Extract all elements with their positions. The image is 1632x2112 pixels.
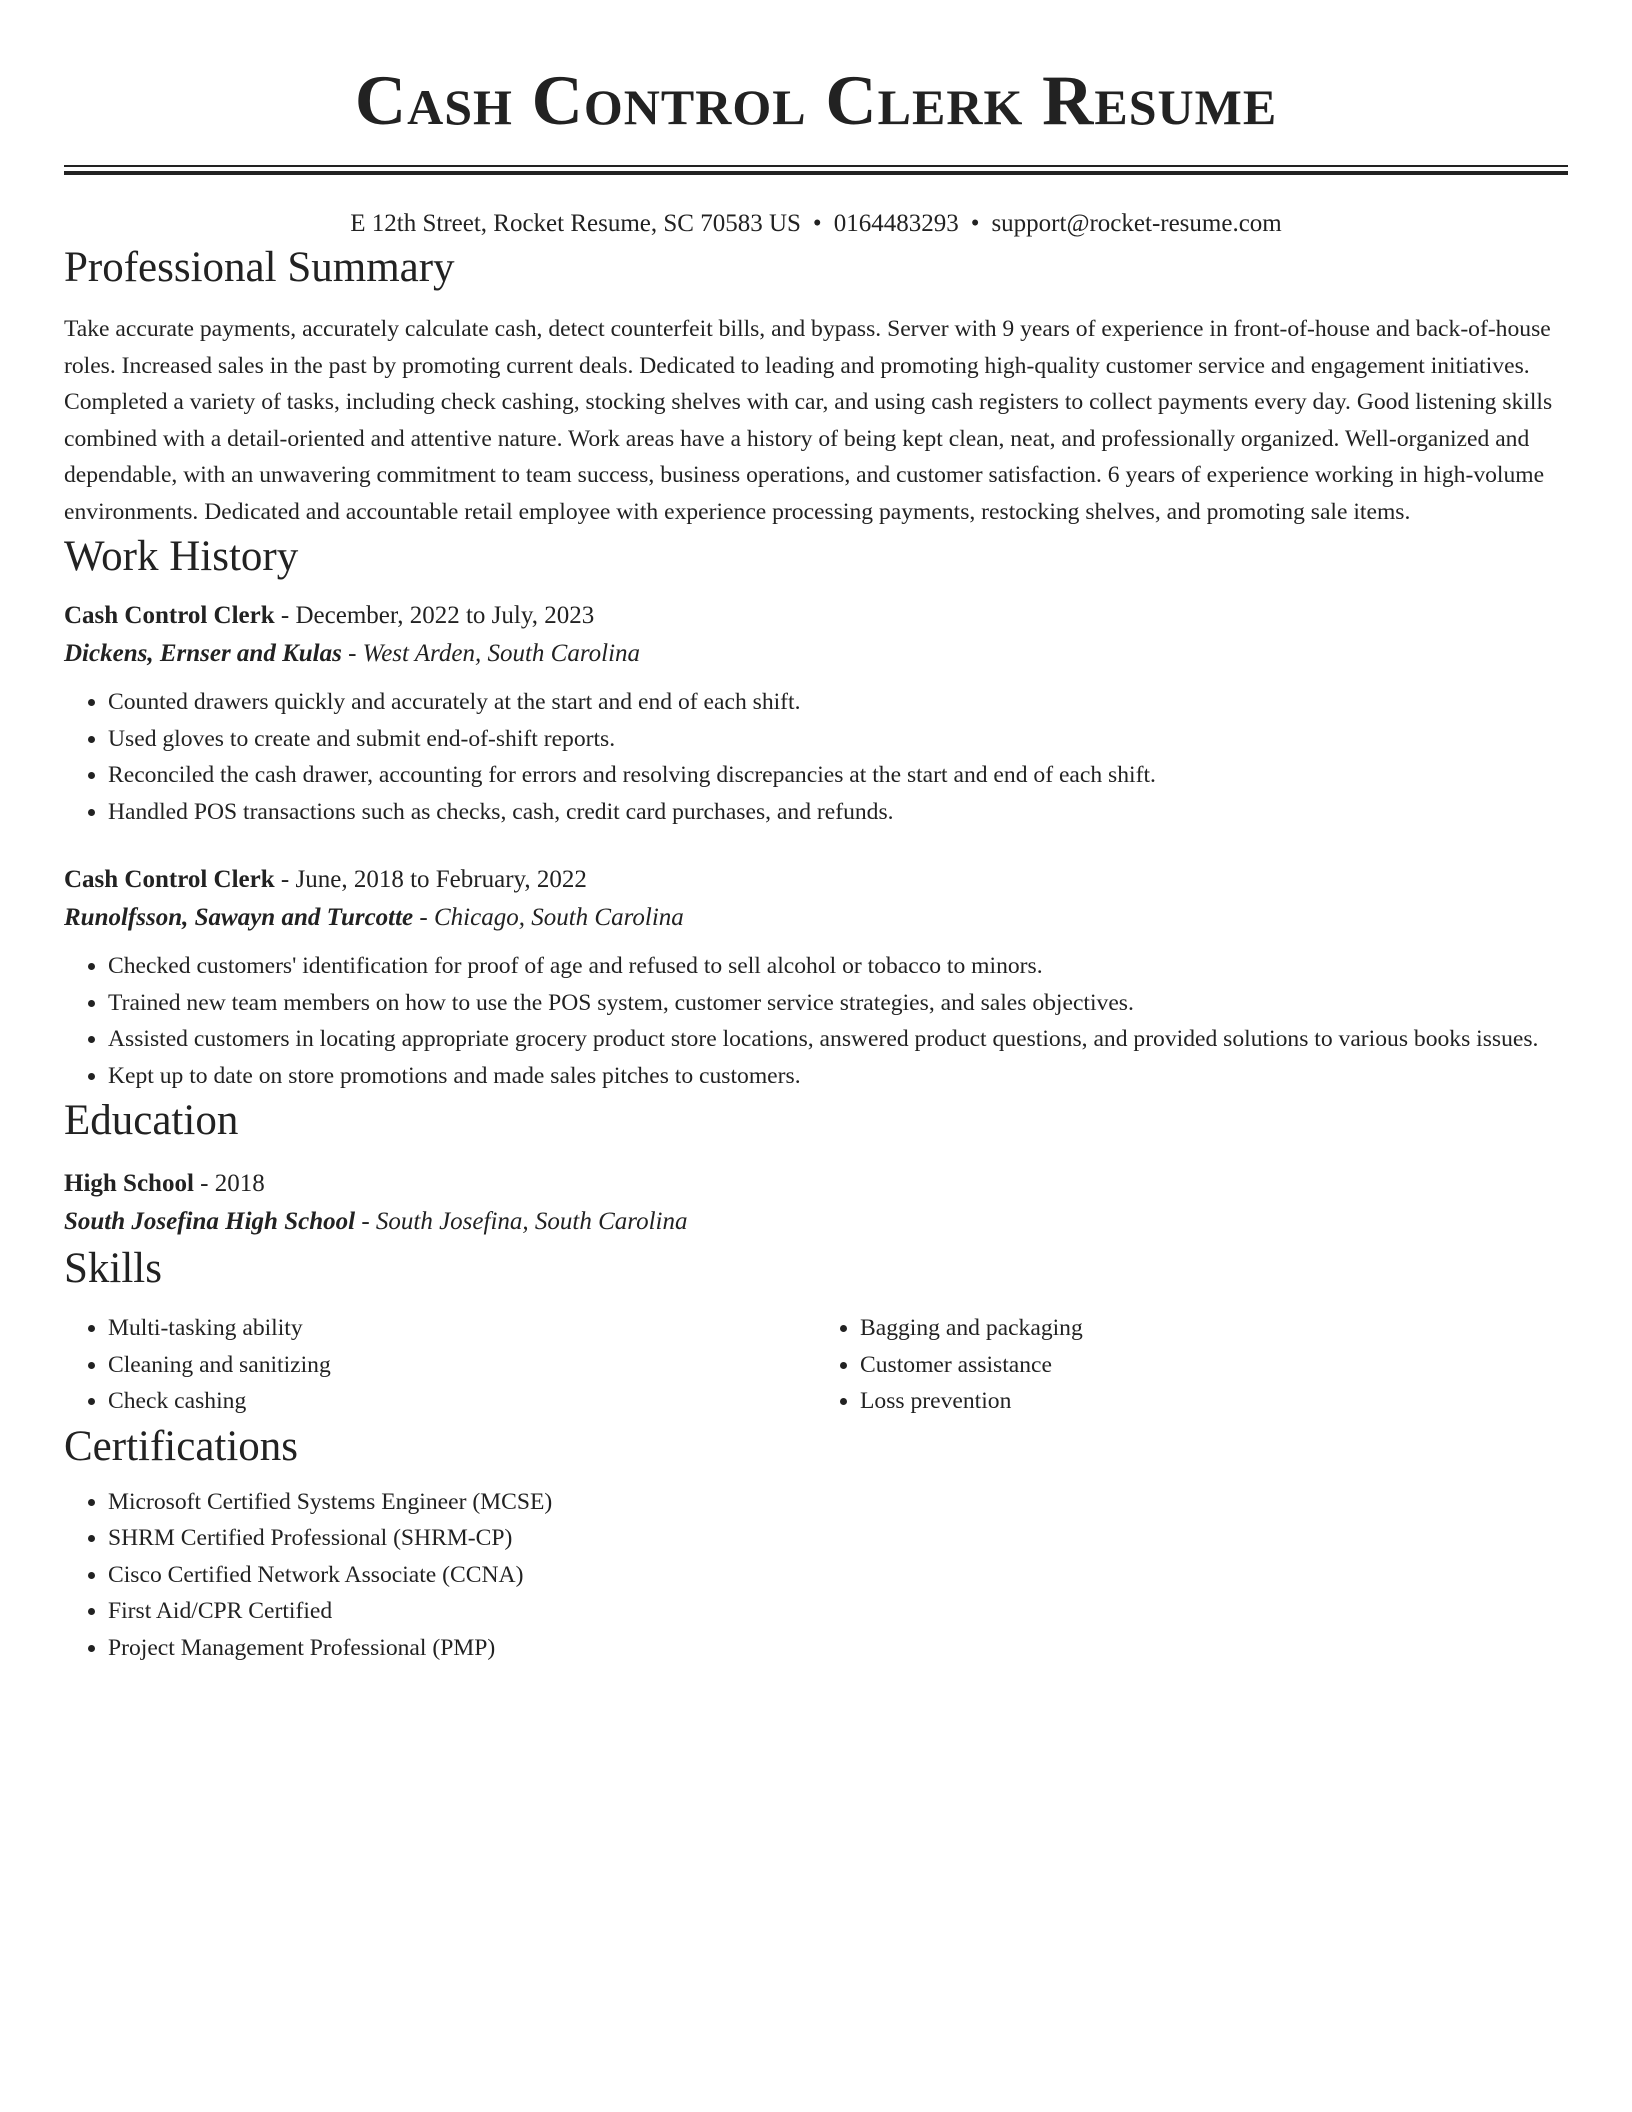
certifications-list: [64, 1484, 1568, 1667]
list-item: • Reconciled the cash drawer, accounting for errors and resolving discrepancies at the start and end of each shift.: [108, 757, 1568, 794]
skills-heading: Skills: [64, 1245, 162, 1292]
certification-item: • SHRM Certified Professional (SHRM-CP): [108, 1520, 1568, 1557]
degree: High School: [64, 1170, 194, 1197]
company-line: [64, 634, 1568, 674]
list-item: • Kept up to date on store promotions and made sales pitches to customers.: [108, 1058, 1568, 1095]
skills-list-right: [816, 1310, 1568, 1420]
contact-email: support@rocket-resume.com: [991, 210, 1282, 237]
company-location: - Chicago, South Carolina: [413, 904, 684, 931]
certification-item: • Cisco Certified Network Associate (CCNA): [108, 1557, 1568, 1594]
education-heading: Education: [64, 1097, 239, 1144]
skill-item: • Customer assistance: [860, 1347, 1568, 1384]
summary-heading: Professional Summary: [64, 244, 455, 291]
job-duties: [64, 948, 1568, 1094]
job-title-line: [64, 862, 1568, 898]
company-name: Runolfsson, Sawayn and Turcotte: [64, 904, 414, 931]
certification-item: • Project Management Professional (PMP): [108, 1630, 1568, 1667]
skills-grid: [64, 1310, 1568, 1420]
certification-item: • First Aid/CPR Certified: [108, 1593, 1568, 1630]
job-duties: [64, 684, 1568, 830]
company-location: - West Arden, South Carolina: [341, 640, 641, 667]
contact-line: [64, 207, 1568, 241]
skill-item: • Cleaning and sanitizing: [108, 1347, 816, 1384]
company-line: [64, 898, 1568, 938]
degree-line: [64, 1166, 1568, 1202]
education-entry: [64, 1166, 1568, 1242]
school-name: South Josefina High School: [64, 1208, 356, 1235]
contact-phone: 0164483293: [833, 210, 959, 237]
title-divider: [64, 165, 1568, 175]
job-title: Cash Control Clerk: [64, 866, 275, 893]
job-title: Cash Control Clerk: [64, 602, 275, 629]
company-name: Dickens, Ernser and Kulas: [64, 640, 342, 667]
skill-item: • Loss prevention: [860, 1383, 1568, 1420]
school-line: [64, 1202, 1568, 1242]
contact-separator: •: [970, 210, 980, 237]
skill-item: • Bagging and packaging: [860, 1310, 1568, 1347]
list-item: • Counted drawers quickly and accurately at the start and end of each shift.: [108, 684, 1568, 721]
graduation-year: - 2018: [193, 1170, 265, 1197]
skills-list-left: [64, 1310, 816, 1420]
job-dates: - June, 2018 to February, 2022: [274, 866, 587, 893]
skill-item: • Multi-tasking ability: [108, 1310, 816, 1347]
summary-text: Take accurate payments, accurately calculate cash, detect counterfeit bills, and bypass. Server with 9 years of experience in front-of-house and back-of-house roles. Increased sales in the past by promoting current deals. Dedicated to leading and promoting high-quality customer service and engagement initiatives. Completed a variety of tasks, including check cashing, stocking shelves with car, and using cash registers to collect payments every day. Good listening skills combined with a detail-oriented and attentive nature. Work areas have a history of being kept clean, neat, and professionally organized. Well-organized and dependable, with an unwavering commitment to team success, business operations, and customer satisfaction. 6 years of experience working in high-volume environments. Dedicated and accountable retail employee with experience processing payments, restocking shelves, and promoting sale items.: [64, 316, 1553, 525]
contact-address: E 12th Street, Rocket Resume, SC 70583 US: [350, 210, 801, 237]
list-item: • Used gloves to create and submit end-of-shift reports.: [108, 721, 1568, 758]
job-dates: - December, 2022 to July, 2023: [274, 602, 595, 629]
list-item: • Checked customers' identification for proof of age and refused to sell alcohol or tobacco to minors.: [108, 948, 1568, 985]
certification-item: • Microsoft Certified Systems Engineer (MCSE): [108, 1484, 1568, 1521]
list-item: • Handled POS transactions such as checks, cash, credit card purchases, and refunds.: [108, 794, 1568, 831]
skill-item: • Check cashing: [108, 1383, 816, 1420]
list-item: • Assisted customers in locating appropriate grocery product store locations, answered product questions, and provided solutions to various books issues.: [108, 1021, 1568, 1058]
certifications-heading: Certifications: [64, 1422, 299, 1470]
work-history-heading: Work History: [64, 533, 299, 580]
list-item: • Trained new team members on how to use the POS system, customer service strategies, and sales objectives.: [108, 985, 1568, 1022]
job-entry: [64, 862, 1568, 1094]
school-location: - South Josefina, South Carolina: [355, 1208, 688, 1235]
job-entry: [64, 598, 1568, 830]
resume-title: Cash Control Clerk Resume: [354, 62, 1278, 140]
contact-separator: •: [812, 210, 822, 237]
job-title-line: [64, 598, 1568, 634]
